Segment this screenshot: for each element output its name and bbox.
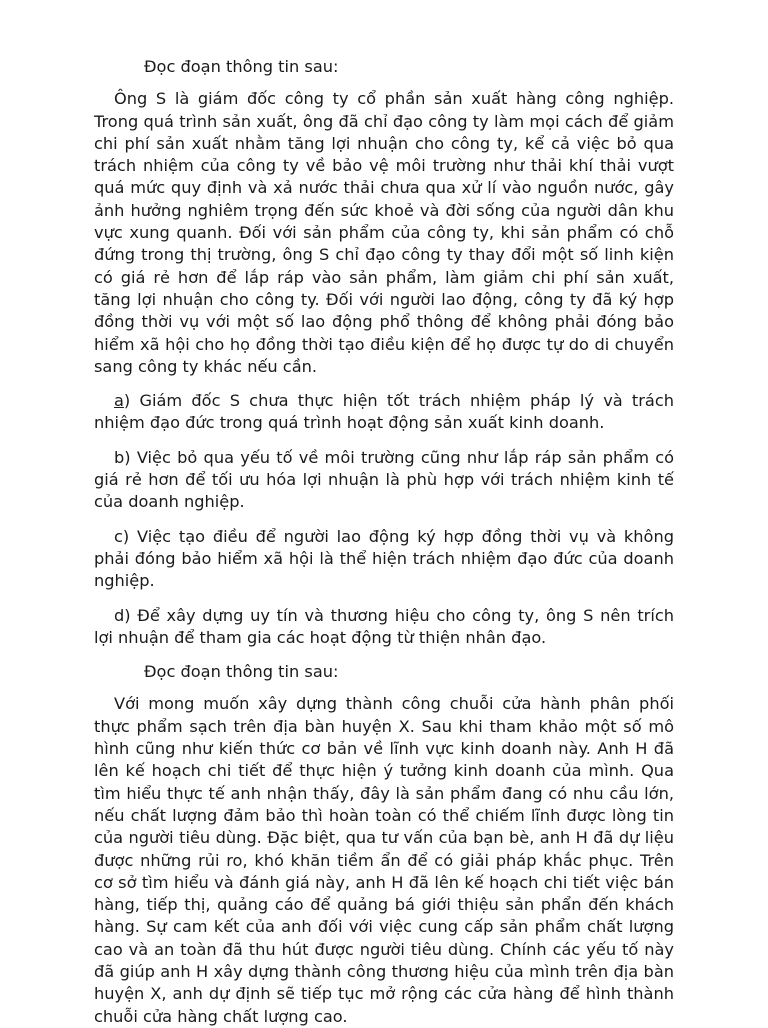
section1-option-b: b) Việc bỏ qua yếu tố về môi trường cũng như lắp ráp sản phẩm có giá rẻ hơn để tối ưu hóa lợi nhuận là phù hợp với trách nhiệm kinh tế của doanh nghiệp. [94, 447, 674, 512]
section2-passage: Với mong muốn xây dựng thành công chuỗi cửa hành phân phối thực phẩm sạch trên địa bàn huyện X. Sau khi tham khảo một số mô hình cũng như kiến thức cơ bản về lĩnh vực kinh doanh này. Anh H đã lên kế hoạch chi tiết để thực hiện ý tưởng kinh doanh của mình. Qua tìm hiểu thực tế anh nhận thấy, đây là sản phẩm đang có nhu cầu lớn, nếu chất lượng đảm bảo thì hoàn toàn có thể chiếm lĩnh được lòng tin của người tiêu dùng. Đặc biệt, qua tư vấn của bạn bè, anh H đã dự liệu được những rủi ro, khó khăn tiềm ẩn để có giải pháp khắc phục. Trên cơ sở tìm hiểu và đánh giá này, anh H đã lên kế hoạch chi tiết việc bán hàng, tiếp thị, quảng cáo để quảng bá giới thiệu sản phẩn đến khách hàng. Sự cam kết của anh đối với việc cung cấp sản phẩm chất lượng cao và an toàn đã thu hút được người tiêu dùng. Chính các yếu tố này đã giúp anh H xây dựng thành công thương hiệu của mình trên địa bàn huyện X, anh dự định sẽ tiếp tục mở rộng các cửa hàng để hình thành chuỗi cửa hàng chất lượng cao. [94, 694, 674, 1026]
section2-heading: Đọc đoạn thông tin sau: [144, 662, 339, 682]
section1-passage: Ông S là giám đốc công ty cổ phần sản xuất hàng công nghiệp. Trong quá trình sản xuất, ông đã chỉ đạo công ty làm mọi cách để giảm chi phí sản xuất nhằm tăng lợi nhuận cho công ty, kể cả việc bỏ qua trách nhiệm của công ty về bảo vệ môi trường như thải khí thải vượt quá mức quy định và xả nước thải chưa qua xử lí vào nguồn nước, gây ảnh hưởng nghiêm trọng đến sức khoẻ và đời sống của người dân khu vực xung quanh. Đối với sản phẩm của công ty, khi sản phẩm có chỗ đứng trong thị trường, ông S chỉ đạo công ty thay đổi một số linh kiện có giá rẻ hơn để lắp ráp vào sản phẩm, làm giảm chi phí sản xuất, tăng lợi nhuận cho công ty. Đối với người lao động, công ty đã ký hợp đồng thời vụ với một số lao động phổ thông để không phải đóng bảo hiểm xã hội cho họ đồng thời tạo điều kiện để họ được tự do di chuyển sang công ty khác nếu cần. [94, 89, 674, 376]
option-a-letter: a [114, 391, 124, 411]
document-page [94, 56, 674, 1028]
section1-heading: Đọc đoạn thông tin sau: [144, 57, 339, 76]
section1-option-c: c) Việc tạo điều để người lao động ký hợp đồng thời vụ và không phải đóng bảo hiểm xã hội là thể hiện trách nhiệm đạo đức của doanh nghiệp. [94, 526, 674, 591]
section1-option-a [94, 390, 674, 435]
section1-option-d: d) Để xây dựng uy tín và thương hiệu cho công ty, ông S nên trích lợi nhuận để tham gia các hoạt động từ thiện nhân đạo. [94, 605, 674, 647]
option-a-text: ) Giám đốc S chưa thực hiện tốt trách nhiệm pháp lý và trách nhiệm đạo đức trong quá trình hoạt động sản xuất kinh doanh. [94, 391, 674, 433]
